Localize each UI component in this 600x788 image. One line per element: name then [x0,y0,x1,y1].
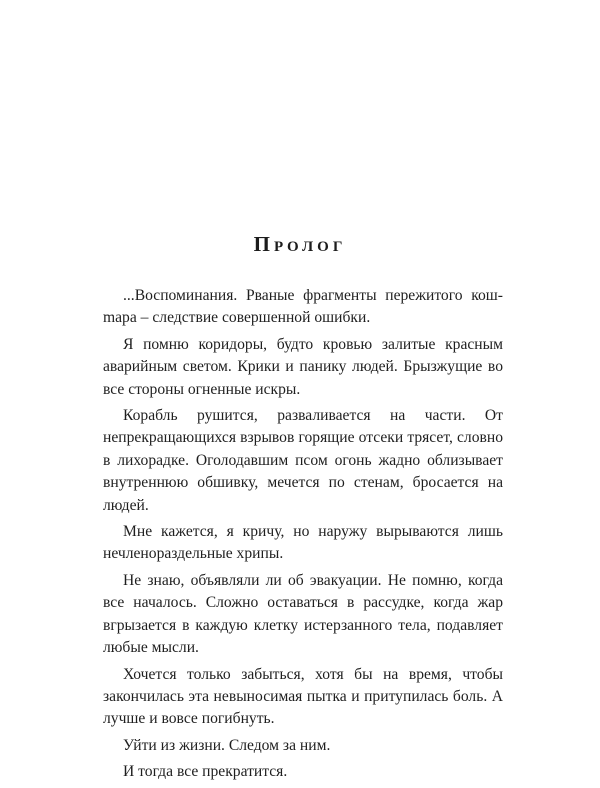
paragraph: И тогда все прекратится. [123,763,288,781]
paragraph: Уйти из жизни. Следом за ним. [123,736,331,754]
chapter-body [103,285,503,788]
paragraph: ...Воспоминания. Рваные фрагменты пережитого кошmара – следствие совершенной ошибки. [103,287,503,327]
chapter-title: Пролог [253,232,347,256]
paragraph: Хочется только забыться, хотя бы на время, чтобы закончилась эта невыносимая пытка и притупилась боль. А лучше и вовсе погибнуть. [103,665,503,728]
paragraph: Не знаю, объявляли ли об эвакуации. Не помню, когда все началось. Сложно оставаться в рассудке, когда жар вгрызается в каждую клетку истерзанного тела, подавляет любые мысли. [103,571,503,657]
paragraph: Я помню коридоры, будто кровью залитые красным аварийным светом. Крики и панику людей. Брызжущие во все стороны огненные искры. [103,335,503,398]
paragraph: Корабль рушится, разваливается на части. От непрекращающихся взрывов горящие отсеки трясет, словно в лихорадке. Оголодавшим псом огонь жадно облизывает внутреннюю обшивку, мечется по стенам, бросается на людей. [103,407,503,514]
paragraph: Мне кажется, я кричу, но наружу вырываются лишь нечленораздельные хрипы. [103,523,503,563]
